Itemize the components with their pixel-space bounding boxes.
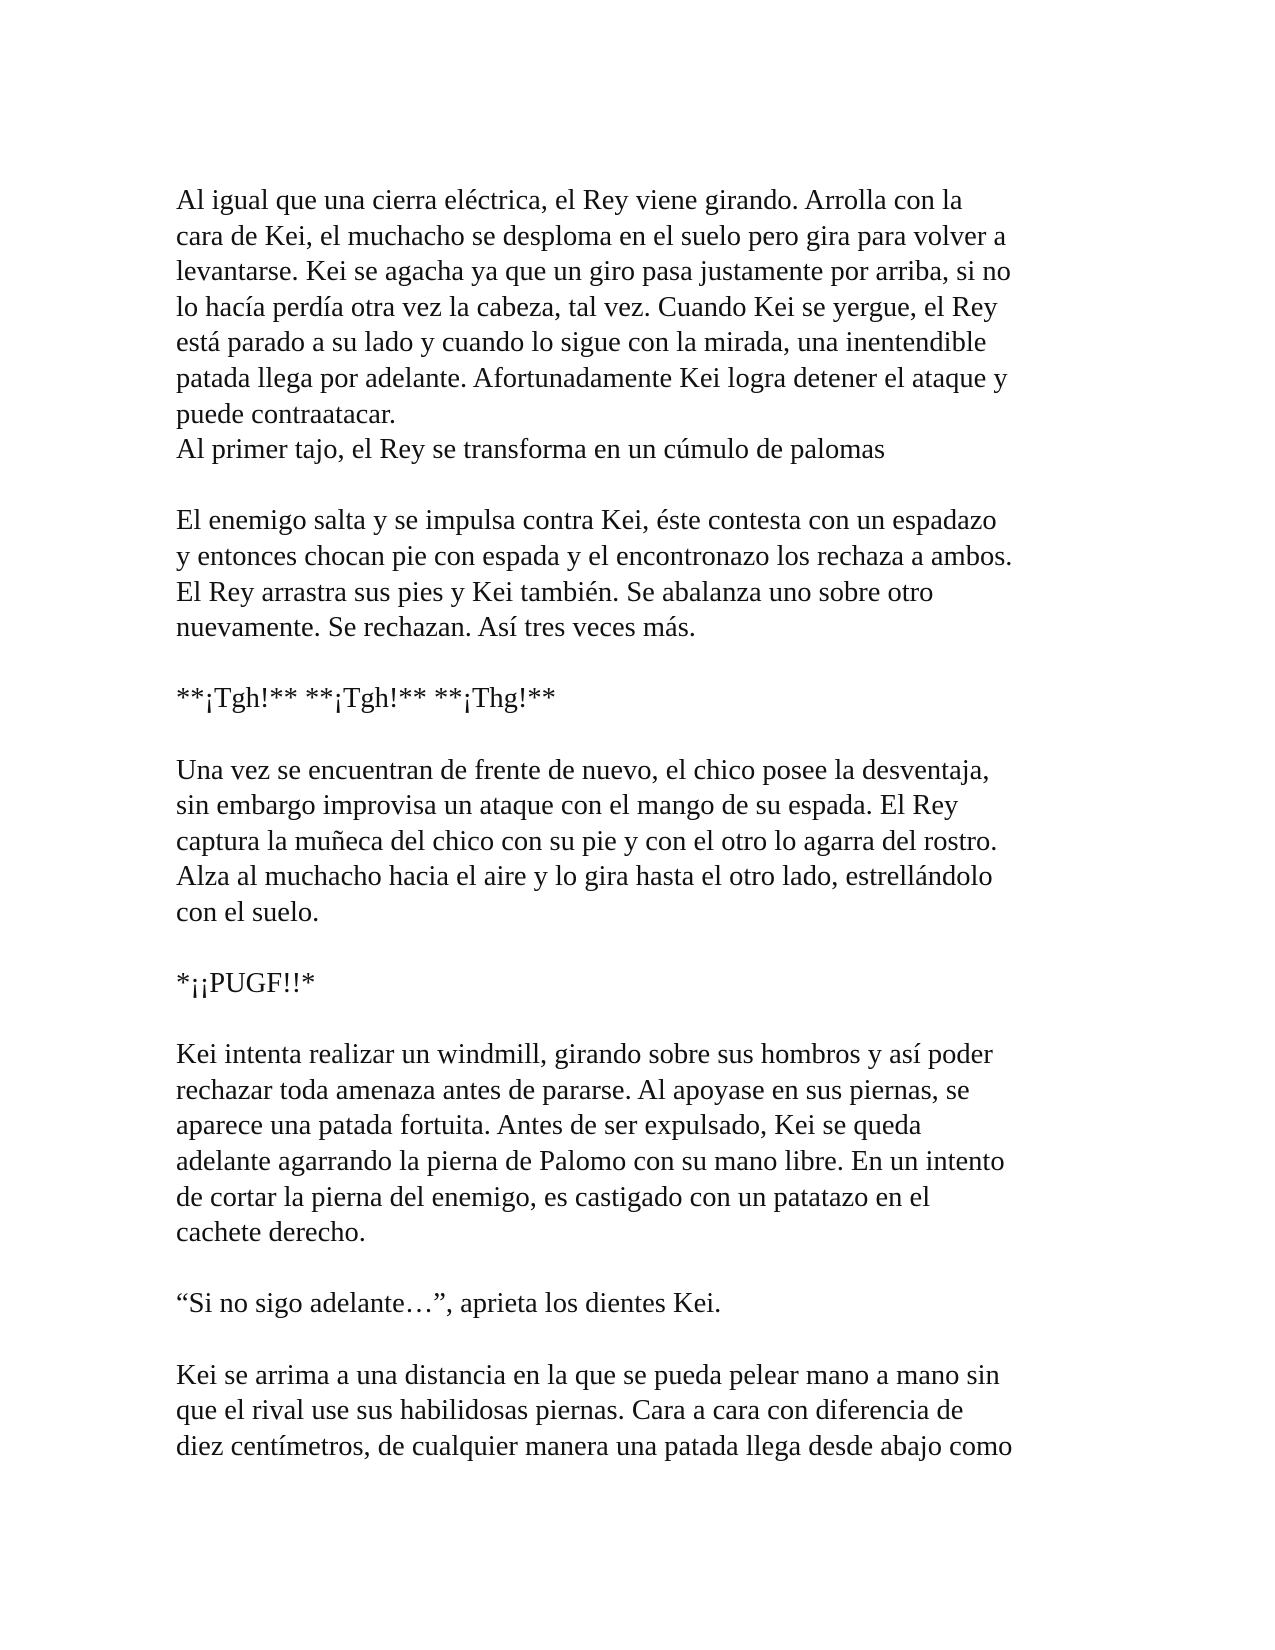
text-line: Una vez se encuentran de frente de nuevo, el chico posee la desventaja, — [176, 754, 990, 786]
text-line: Alza al muchacho hacia el aire y lo gira hasta el otro lado, estrellándolo — [176, 861, 993, 893]
text-line: patada llega por adelante. Afortunadamente Kei logra detener el ataque y — [176, 362, 1008, 394]
text-line: de cortar la pierna del enemigo, es castigado con un patatazo en el — [176, 1181, 931, 1213]
text-line: y entonces chocan pie con espada y el encontronazo los rechaza a ambos. — [176, 540, 1013, 572]
document-page — [176, 183, 1106, 1464]
text-line: El enemigo salta y se impulsa contra Kei, éste contesta con un espadazo — [176, 505, 997, 537]
paragraph-gap — [176, 1322, 1106, 1358]
text-line: diez centímetros, de cualquier manera una patada llega desde abajo como — [176, 1430, 1013, 1462]
text-line: está parado a su lado y cuando lo sigue con la mirada, una inentendible — [176, 327, 987, 359]
text-line: puede contraatacar. — [176, 398, 396, 430]
text-line: adelante agarrando la pierna de Palomo con su mano libre. En un intento — [176, 1146, 1005, 1178]
paragraph-gap — [176, 717, 1106, 753]
paragraph-gap — [176, 646, 1106, 682]
text-line: cachete derecho. — [176, 1217, 366, 1249]
text-line: Kei intenta realizar un windmill, girando sobre sus hombros y así poder — [176, 1039, 993, 1071]
text-line: El Rey arrastra sus pies y Kei también. Se abalanza uno sobre otro — [176, 576, 934, 608]
text-line: rechazar toda amenaza antes de pararse. Al apoyase en sus piernas, se — [176, 1074, 970, 1106]
text-line: lo hacía perdía otra vez la cabeza, tal vez. Cuando Kei se yergue, el Rey — [176, 291, 998, 323]
text-line: con el suelo. — [176, 896, 320, 928]
dialogue-line: “Si no sigo adelante…”, aprieta los dientes Kei. — [176, 1288, 722, 1320]
text-line: nuevamente. Se rechazan. Así tres veces más. — [176, 612, 696, 644]
sound-effect-line: *¡¡PUGF!!* — [176, 968, 316, 1000]
text-line: aparece una patada fortuita. Antes de ser expulsado, Kei se queda — [176, 1110, 922, 1142]
text-line: Al primer tajo, el Rey se transforma en un cúmulo de palomas — [176, 434, 886, 466]
text-line: que el rival use sus habilidosas piernas. Cara a cara con diferencia de — [176, 1395, 964, 1427]
text-line: cara de Kei, el muchacho se desploma en el suelo pero gira para volver a — [176, 220, 1007, 252]
text-line: captura la muñeca del chico con su pie y con el otro lo agarra del rostro. — [176, 825, 998, 857]
paragraph-gap — [176, 1002, 1106, 1038]
text-line: sin embargo improvisa un ataque con el mango de su espada. El Rey — [176, 790, 959, 822]
text-line: Kei se arrima a una distancia en la que se pueda pelear mano a mano sin — [176, 1359, 1000, 1391]
paragraph-gap — [176, 468, 1106, 504]
paragraph-gap — [176, 1251, 1106, 1287]
sound-effect-line: **¡Tgh!** **¡Tgh!** **¡Thg!** — [176, 683, 556, 715]
paragraph-gap — [176, 930, 1106, 966]
text-line: levantarse. Kei se agacha ya que un giro pasa justamente por arriba, si no — [176, 256, 1011, 288]
text-line: Al igual que una cierra eléctrica, el Rey viene girando. Arrolla con la — [176, 185, 963, 216]
